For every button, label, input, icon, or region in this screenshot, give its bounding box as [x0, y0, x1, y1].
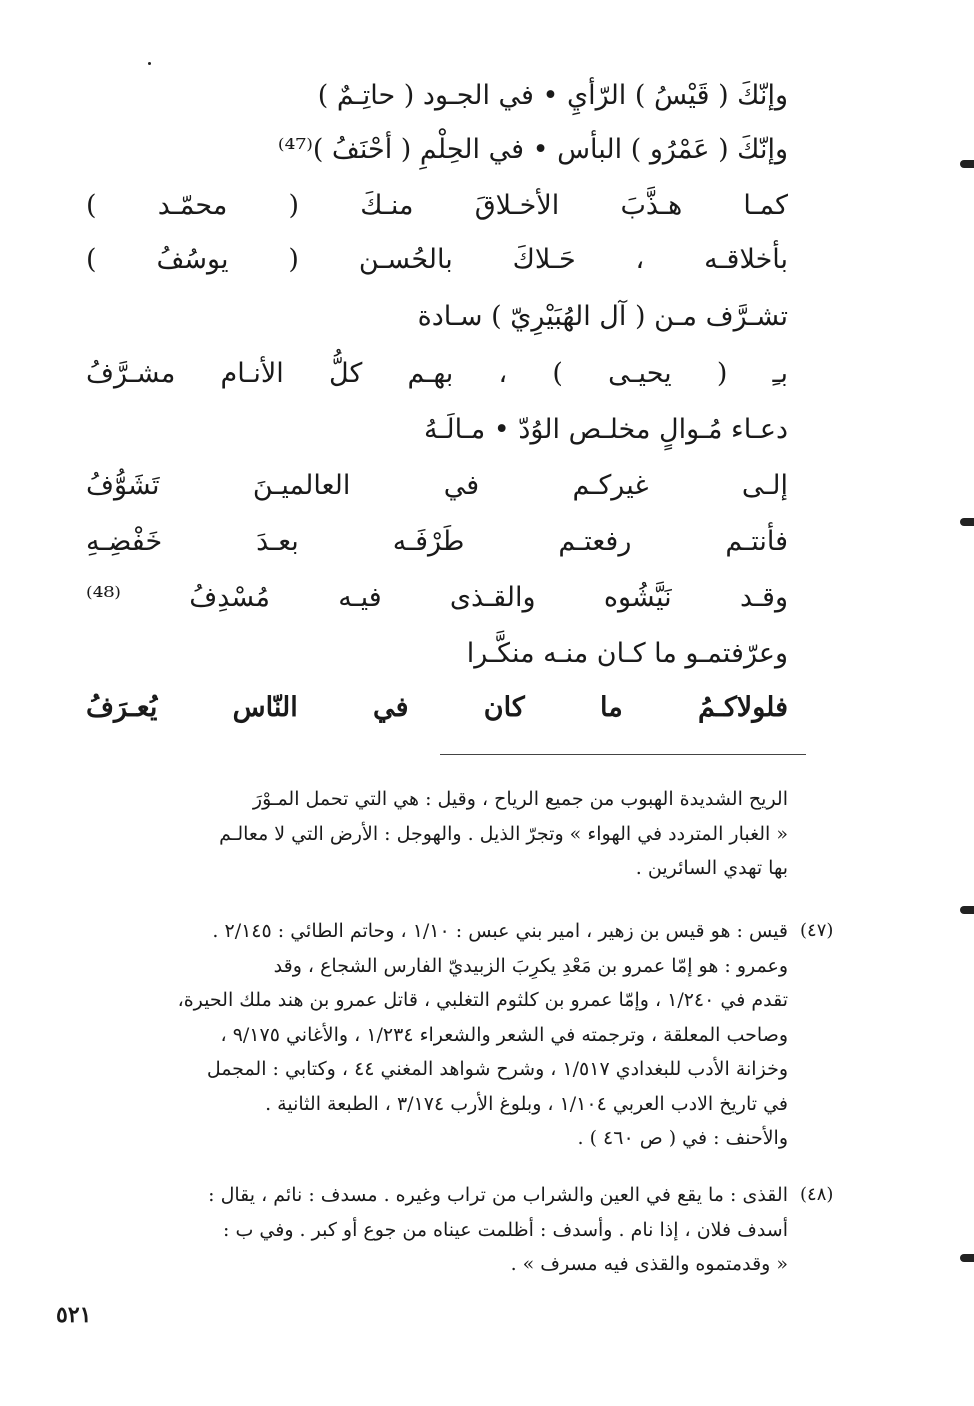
footnote-number: (٤٨) [800, 1184, 834, 1205]
footnote-line: « الغبار المتردد في الهواء » وتجرّ الذيل . والهوجل : الأرض التي لا معالـم [219, 822, 788, 845]
footnote-47 [56, 914, 834, 1156]
footnote-line: تقدم في ١/٢٤٠ ، وإمّا عمرو بن كلثوم التغلبي ، قاتل عمرو بن هند ملك الحيرة، [177, 989, 788, 1011]
page-number: ٥٢١ [56, 1302, 92, 1328]
verse-line: وعرّفتمـو ما كـان منـه منكَّـرا [466, 638, 788, 669]
verse-line: تشـرَّف مـن ( آل الهُبَيْرِيّ ) سـادة [417, 301, 788, 332]
footnote-line: الريح الشديدة الهبوب من جميع الرياح ، وقيل : هي التي تحمل المـوْرَ [252, 788, 788, 810]
footnote-48 [56, 1178, 834, 1282]
binding-mark [960, 160, 974, 168]
verse-line: وإنّكَ ( عَمْرُو ) البأس • في الحِلْمِ ( أحْنَفُ )⁽⁴⁷⁾ [277, 134, 788, 165]
binding-mark [960, 906, 974, 914]
verse-line: بأخلاقـه ، حَـلاكَ بالحُسـن ( يوسُفُ ) [86, 244, 788, 275]
binding-mark [960, 1254, 974, 1262]
footnote-separator [440, 754, 806, 755]
verse-line: دعـاء مُـوالٍ مخلـص الوُدّ • مـالَـهُ [424, 414, 788, 445]
footnote-line: أسدف فلان ، إذا نام . وأسدف : أظلمت عيناه من جوع أو كبر . وفي ب : [223, 1218, 788, 1241]
verse-line: إلـى غيركـم في العالميـنَ تَشَوُّفُ [86, 470, 788, 501]
verse-line: وإنّكَ ( قَيْسُ ) الرّأيِ • في الجـود ( حاتِـمٌ ) [317, 80, 788, 111]
footnote-line: بها تهدي السائرين . [635, 857, 788, 879]
verse-line: فأنتـم رفعتـم طَرْفَـه بعـدَ خَفْضِـهِ [86, 526, 788, 557]
verse-line: كمـا هـذَّبَ الأخـلاقَ منـكَ ( محمّـد ) [86, 190, 788, 221]
ink-speck [148, 62, 151, 65]
footnote-line: القذى : ما يقع في العين والشراب من تراب وغيره . مسدف : نائم ، يقال : [208, 1184, 788, 1206]
footnote-line: قيس : هو قيس بن زهير ، امير بني عبس : ١/١٠ ، وحاتم الطائي : ٢/١٤٥ . [212, 920, 788, 942]
footnote-line: والأحنف : في ( ص ٤٦٠ ) . [577, 1127, 788, 1149]
footnote-line: في تاريخ الادب العربي ١/١٠٤ ، وبلوغ الأرب ٣/١٧٤ ، الطبعة الثانية . [265, 1092, 788, 1115]
footnote-intro [56, 782, 788, 886]
footnote-line: وعمرو : هو إمّا عمرو بن مَعْدِ يكرِبَ الزبيديّ الفارس الشجاع ، وقد [273, 954, 788, 977]
footnote-line: وخزانة الأدب للبغدادي ١/٥١٧ ، وشرح شواهد المغني ٤٤ ، وكتابي : المجمل [206, 1058, 788, 1080]
verse-line: وقـد نَيَّشُوه والقـذى فيـه مُسْدِفُ ⁽⁴⁸⁾ [86, 582, 788, 613]
footnote-line: « وقدمتموه والقذى فيه مسرف » . [510, 1253, 788, 1275]
footnote-number: (٤٧) [800, 920, 834, 941]
binding-mark [960, 518, 974, 526]
verse-line: بـِ ( يحيـى ) ، بهـم كلُّ الأنـام مشـرَّفُ [86, 358, 788, 389]
footnote-line: وصاحب المعلقة ، وترجمته في الشعر والشعراء ١/٢٣٤ ، والأغاني ٩/١٧٥ ، [220, 1023, 788, 1046]
verse-line: فلولاكـمُ ما كان في النّاس يُعـرَفُ [86, 692, 788, 723]
